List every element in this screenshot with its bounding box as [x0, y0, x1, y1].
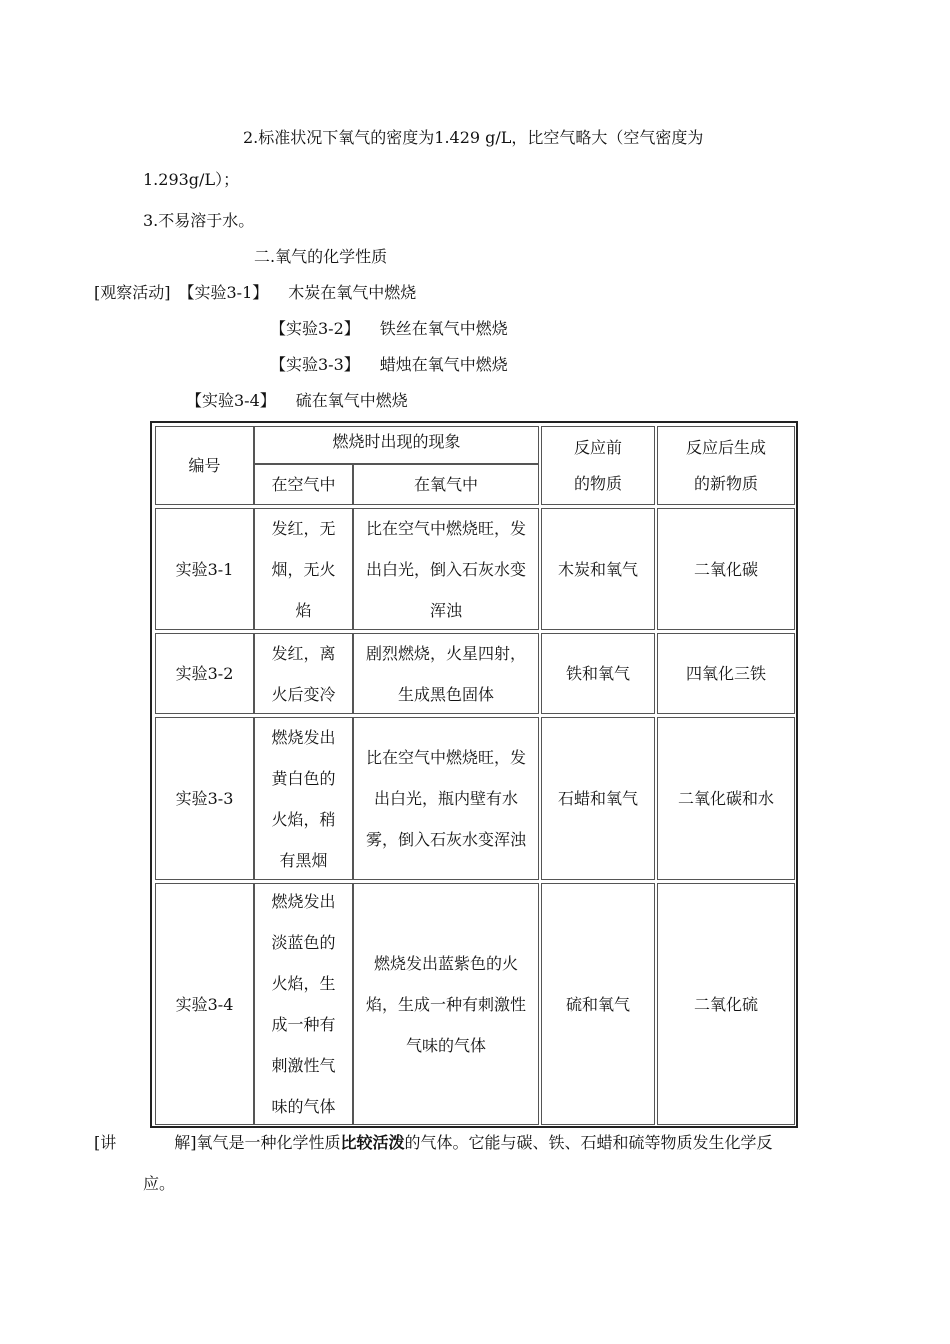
row-3-reactants: 石蜡和氧气	[541, 717, 655, 880]
row-1-oxygen-line: 比在空气中燃烧旺，发	[365, 518, 526, 538]
row-3-id: 实验3-3	[155, 717, 254, 880]
experiment-4-line	[186, 391, 408, 411]
row-3-air-line: 黄白色的	[271, 768, 336, 788]
header-reactants	[541, 426, 655, 505]
lecture-line	[94, 1133, 773, 1153]
experiment-1-line	[94, 283, 416, 303]
experiment-table	[150, 421, 798, 1128]
experiment-3-tag: 【实验3-3】	[270, 355, 360, 374]
experiment-1-text: 木炭在氧气中燃烧	[288, 283, 417, 302]
row-3-oxygen-line: 比在空气中燃烧旺，发	[365, 748, 526, 767]
lecture-label-right: 解]	[174, 1133, 197, 1152]
row-1-air-line: 发红，无	[271, 518, 336, 538]
experiment-2-tag: 【实验3-2】	[270, 319, 360, 338]
row-2-products: 四氧化三铁	[657, 633, 795, 714]
density-line-cont: 1.293g/L）；	[143, 170, 240, 189]
row-4-products: 二氧化硫	[657, 883, 795, 1125]
row-2-air-line: 发红，离	[271, 643, 336, 663]
row-3-oxygen	[353, 717, 539, 880]
row-4-air-line: 燃烧发出	[271, 892, 336, 911]
experiment-2-line	[270, 319, 508, 339]
row-4-oxygen-line: 气味的气体	[405, 1035, 486, 1055]
row-4-air-line: 成一种有	[271, 1015, 336, 1034]
observation-label: [观察活动]	[94, 283, 171, 302]
header-phenomenon: 燃烧时出现的现象	[254, 426, 539, 464]
row-4-id: 实验3-4	[155, 883, 254, 1125]
experiment-2-text: 铁丝在氧气中燃烧	[379, 319, 508, 338]
row-3-air-line: 火焰，稍	[271, 809, 336, 829]
row-4-reactants: 硫和氧气	[541, 883, 655, 1125]
header-products-line-2: 的新物质	[693, 473, 758, 493]
header-products-line-1: 反应后生成	[685, 437, 766, 457]
row-4-air	[254, 883, 353, 1125]
row-2-oxygen	[353, 633, 539, 714]
solubility-line: 3.不易溶于水。	[143, 211, 255, 230]
row-3-air-line: 有黑烟	[279, 850, 328, 870]
row-1-oxygen-line: 出白光，倒入石灰水变	[365, 559, 526, 579]
experiment-1-tag: 【实验3-1】	[178, 283, 269, 302]
row-2-air-line: 火后变冷	[271, 684, 336, 704]
row-1-oxygen-line: 浑浊	[429, 600, 462, 620]
row-3-oxygen-line: 雾，倒入石灰水变浑浊	[365, 830, 526, 849]
row-1-air-line: 烟，无火	[271, 559, 336, 579]
row-4-oxygen	[353, 883, 539, 1125]
lecture-text-emphasis: 比较活泼	[340, 1133, 405, 1152]
row-2-id: 实验3-2	[155, 633, 254, 714]
row-4-oxygen-line: 燃烧发出蓝紫色的火	[373, 953, 518, 973]
header-reactants-line-1: 反应前	[573, 437, 622, 457]
row-1-id: 实验3-1	[155, 508, 254, 630]
density-line: 2.标准状况下氧气的密度为1.429 g/L，比空气略大（空气密度为	[243, 128, 704, 147]
row-1-air	[254, 508, 353, 630]
row-1-products: 二氧化碳	[657, 508, 795, 630]
row-4-air-line: 味的气体	[271, 1097, 336, 1116]
lecture-text-after: 的气体。它能与碳、铁、石蜡和硫等物质发生化学反	[404, 1133, 773, 1152]
row-3-oxygen-line: 出白光，瓶内壁有水	[373, 789, 518, 808]
experiment-4-tag: 【实验3-4】	[186, 391, 276, 410]
lecture-text-before: 氧气是一种化学性质	[196, 1133, 341, 1152]
header-reactants-line-2: 的物质	[573, 473, 622, 493]
row-1-air-line: 焰	[295, 600, 312, 620]
row-2-oxygen-line: 剧烈燃烧，火星四射，	[365, 643, 526, 663]
lecture-label-left: [讲	[94, 1133, 117, 1152]
header-products	[657, 426, 795, 505]
row-1-reactants: 木炭和氧气	[541, 508, 655, 630]
row-2-oxygen-line: 生成黑色固体	[397, 684, 494, 704]
experiment-3-line	[270, 355, 508, 375]
section-heading: 二.氧气的化学性质	[254, 247, 388, 266]
row-3-air	[254, 717, 353, 880]
row-3-products: 二氧化碳和水	[657, 717, 795, 880]
row-3-air-line: 燃烧发出	[271, 727, 336, 747]
experiment-4-text: 硫在氧气中燃烧	[295, 391, 408, 410]
row-4-air-line: 淡蓝色的	[271, 933, 336, 952]
header-in-oxygen: 在氧气中	[353, 464, 539, 505]
header-in-air: 在空气中	[254, 464, 353, 505]
row-2-air	[254, 633, 353, 714]
row-4-air-line: 刺激性气	[271, 1056, 336, 1075]
experiment-3-text: 蜡烛在氧气中燃烧	[379, 355, 508, 374]
row-4-air-line: 火焰，生	[271, 974, 336, 993]
header-number: 编号	[155, 426, 254, 505]
row-2-reactants: 铁和氧气	[541, 633, 655, 714]
row-4-oxygen-line: 焰，生成一种有刺激性	[365, 994, 526, 1014]
row-1-oxygen	[353, 508, 539, 630]
lecture-line-cont: 应。	[143, 1174, 176, 1193]
